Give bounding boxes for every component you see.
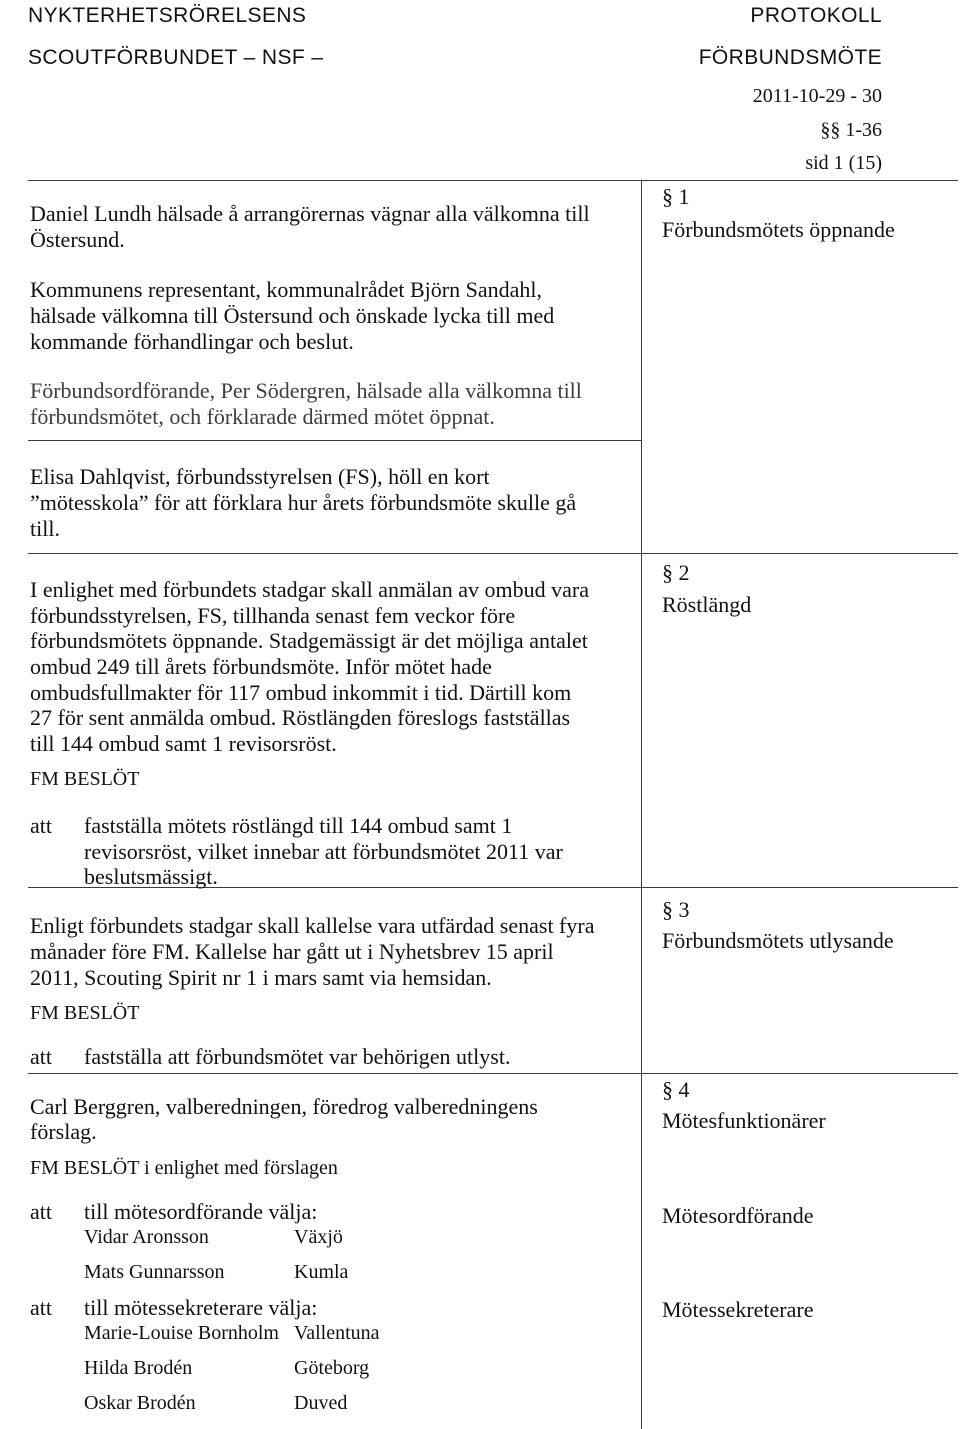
paragraph-line: ombudsfullmakter för 117 ombud inkommit i tid. Därtill kom — [30, 680, 572, 705]
paragraph-line: månader före FM. Kallelse har gått ut i Nyhetsbrev 15 april — [30, 939, 554, 964]
paragraph-line: Enligt förbundets stadgar skall kallelse vara utfärdad senast fyra — [30, 913, 595, 938]
meeting-name: FÖRBUNDSMÖTE — [698, 46, 882, 69]
decision-label: FM BESLÖT — [30, 1002, 140, 1024]
decision-line: fastställa mötets röstlängd till 144 ombud samt 1 — [84, 813, 513, 838]
section-number: § 2 — [662, 560, 690, 585]
document-type: PROTOKOLL — [750, 4, 882, 27]
person-place: Duved — [294, 1392, 348, 1414]
organization-name-line1: NYKTERHETSRÖRELSENS — [28, 4, 307, 27]
column-divider — [641, 180, 642, 1429]
paragraph-line: Förbundsordförande, Per Södergren, hälsade alla välkomna till — [30, 378, 582, 403]
person-place: Göteborg — [294, 1357, 370, 1379]
person-name: Mats Gunnarsson — [84, 1261, 225, 1283]
paragraph-line: 2011, Scouting Spirit nr 1 i mars samt via hemsidan. — [30, 965, 492, 990]
section-number: § 4 — [662, 1077, 690, 1102]
paragraph-line: kommande förhandlingar och beslut. — [30, 329, 354, 354]
horizontal-rule — [28, 1073, 958, 1074]
election-text: till mötessekreterare välja: — [84, 1295, 318, 1320]
person-name: Hilda Brodén — [84, 1357, 193, 1379]
person-place: Växjö — [294, 1226, 343, 1248]
paragraph-line: Daniel Lundh hälsade å arrangörernas vägnar alla välkomna till — [30, 201, 590, 226]
paragraph-line: förbundsmötets öppnande. Stadgemässigt är det möjliga antalet — [30, 628, 588, 653]
organization-name-line2: SCOUTFÖRBUNDET – NSF – — [28, 46, 324, 69]
section-title: Röstlängd — [662, 592, 752, 617]
section-number: § 1 — [662, 184, 690, 209]
paragraph-line: I enlighet med förbundets stadgar skall anmälan av ombud vara — [30, 577, 589, 602]
person-place: Vallentuna — [294, 1322, 380, 1344]
section-title: Förbundsmötets utlysande — [662, 928, 894, 953]
paragraph-line: förbundsstyrelsen, FS, tillhanda senast fem veckor före — [30, 603, 516, 628]
horizontal-rule — [28, 553, 958, 554]
paragraph-line: hälsade välkomna till Östersund och önskade lycka till med — [30, 303, 555, 328]
paragraph-range: §§ 1-36 — [820, 119, 882, 141]
page-number: sid 1 (15) — [805, 152, 882, 174]
paragraph-line: ombud 249 till årets förbundsmöte. Inför mötet hade — [30, 654, 492, 679]
decision-label: FM BESLÖT i enlighet med förslagen — [30, 1157, 338, 1179]
paragraph-line: förslag. — [30, 1119, 97, 1144]
person-place: Kumla — [294, 1261, 349, 1283]
paragraph-line: Carl Berggren, valberedningen, föredrog valberedningens — [30, 1094, 538, 1119]
paragraph-line: till 144 ombud samt 1 revisorsröst. — [30, 731, 337, 756]
paragraph-line: ”mötesskola” för att förklara hur årets förbundsmöte skulle gå — [30, 490, 577, 515]
horizontal-rule — [28, 440, 641, 441]
section-title: Förbundsmötets öppnande — [662, 217, 895, 242]
paragraph-line: förbundsmötet, och förklarade därmed mötet öppnat. — [30, 404, 495, 429]
person-name: Marie-Louise Bornholm — [84, 1322, 279, 1344]
election-role: Mötessekreterare — [662, 1297, 814, 1322]
decision-line: fastställa att förbundsmötet var behörigen utlyst. — [84, 1044, 511, 1069]
person-name: Oskar Brodén — [84, 1392, 196, 1414]
decision-line: revisorsröst, vilket innebar att förbundsmötet 2011 var — [84, 839, 563, 864]
section-number: § 3 — [662, 897, 690, 922]
decision-att: att — [30, 1044, 52, 1069]
paragraph-line: till. — [30, 516, 60, 541]
decision-att: att — [30, 813, 52, 838]
election-text: till mötesordförande välja: — [84, 1199, 318, 1224]
decision-line: beslutsmässigt. — [84, 864, 218, 889]
paragraph-line: Kommunens representant, kommunalrådet Björn Sandahl, — [30, 277, 542, 302]
section-title: Mötesfunktionärer — [662, 1108, 826, 1133]
person-name: Vidar Aronsson — [84, 1226, 209, 1248]
election-role: Mötesordförande — [662, 1203, 814, 1228]
decision-att: att — [30, 1295, 52, 1320]
paragraph-line: 27 för sent anmälda ombud. Röstlängden föreslogs fastställas — [30, 705, 571, 730]
paragraph-line: Elisa Dahlqvist, förbundsstyrelsen (FS), höll en kort — [30, 464, 490, 489]
horizontal-rule — [28, 180, 958, 181]
meeting-date: 2011-10-29 - 30 — [752, 85, 882, 107]
decision-att: att — [30, 1199, 52, 1224]
paragraph-line: Östersund. — [30, 227, 125, 252]
decision-label: FM BESLÖT — [30, 768, 140, 790]
